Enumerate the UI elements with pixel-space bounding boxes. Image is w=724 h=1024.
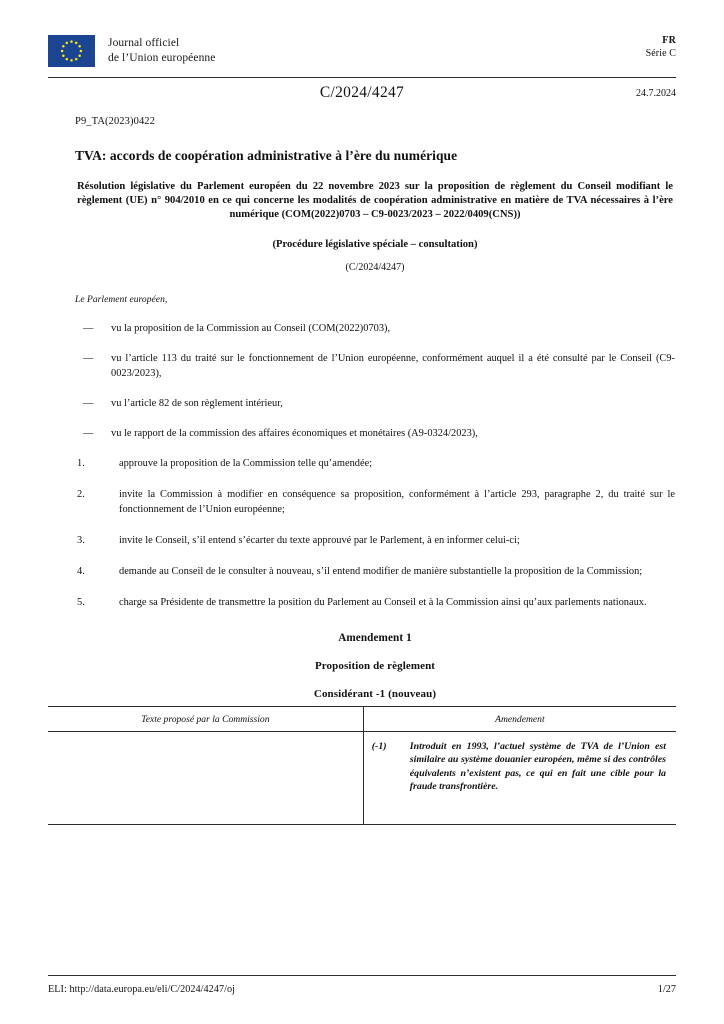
- paragraph-text: approuve la proposition de la Commission telle qu’amendée;: [119, 457, 373, 469]
- table-header: [48, 707, 676, 732]
- dash-marker: —: [83, 352, 94, 364]
- procedure-label: (Procédure législative spéciale – consultation): [272, 238, 478, 250]
- amendment-table-container: [48, 706, 676, 825]
- document-id: C/2024/4247: [319, 84, 405, 101]
- series-label: Série C: [645, 47, 676, 59]
- paragraph-number: 4.: [77, 565, 85, 577]
- amendment-table: [48, 706, 676, 825]
- paragraph-number: 2.: [77, 488, 85, 500]
- document-subtitle: Résolution législative du Parlement européen du 22 novembre 2023 sur la proposition de règlement du Conseil modifiant le règlement (UE) n° 904/2010 en ce qui concerne les modalités de coopération administrative en matière de TVA nécessaires à l’ère numérique (COM(2022)0703 – C9-0023/2023 – 2022/0409(CNS)): [77, 181, 673, 221]
- operative-paragraphs: [75, 456, 675, 610]
- list-item: [75, 533, 675, 548]
- paragraph-text: charge sa Présidente de transmettre la position du Parlement au Conseil et à la Commission ainsi qu’aux parlements nationaux.: [119, 596, 647, 608]
- amendment-body-text: Introduit en 1993, l’actuel système de TVA de l’Union est similaire au système douanier européen, même si des contrôles équivalents n’existent pas, ce qui en fait une cible pour la fraude transfrontière.: [409, 741, 666, 793]
- amendment-heading: Amendement 1: [338, 631, 412, 644]
- column-header-amendment: Amendement: [363, 707, 676, 732]
- list-item: [75, 321, 675, 336]
- page-footer: [48, 984, 676, 1002]
- paragraph-number: 1.: [77, 457, 85, 469]
- dash-marker: —: [83, 427, 94, 439]
- amendment-text-cell: [363, 732, 676, 825]
- dash-marker: —: [83, 322, 94, 334]
- masthead: [48, 34, 676, 76]
- paragraph-text: invite le Conseil, s’il entend s’écarter du texte approuvé par le Parlement, à en informer celui-ci;: [119, 534, 520, 546]
- language-code: FR: [662, 35, 676, 46]
- list-item: [75, 426, 675, 441]
- amendment-item-label: Considérant -1 (nouveau): [313, 687, 437, 700]
- masthead-branding: [48, 34, 215, 67]
- masthead-meta: [646, 35, 676, 60]
- document-id-row: [48, 84, 676, 106]
- table-body: [48, 732, 676, 825]
- amendment-headings: [75, 632, 675, 700]
- citation-text: vu l’article 82 de son règlement intérieur,: [111, 397, 283, 409]
- list-item: [75, 595, 675, 610]
- list-item: [75, 564, 675, 579]
- citation-text: vu l’article 113 du traité sur le fonctionnement de l’Union européenne, conformément auquel il a été consulté par le Conseil (C9-0023/2023),: [111, 352, 675, 379]
- citations-list: [75, 321, 675, 441]
- dash-marker: —: [83, 397, 94, 409]
- paragraph-text: demande au Conseil de le consulter à nouveau, s’il entend modifier de manière substantielle la proposition de la Commission;: [119, 565, 643, 577]
- paragraph-number: 3.: [77, 534, 85, 546]
- amendment-subheading: Proposition de règlement: [314, 659, 436, 672]
- eu-flag-icon: [48, 35, 95, 67]
- journal-title: [108, 34, 215, 65]
- paragraph-text: invite la Commission à modifier en conséquence sa proposition, conformément à l’article 293, paragraphe 2, du traité sur le fonctionnement de l’Union européenne;: [119, 488, 675, 515]
- list-item: [75, 351, 675, 381]
- masthead-divider: [48, 77, 676, 78]
- page-title: TVA: accords de coopération administrative à l’ère du numérique: [75, 148, 458, 163]
- footer-divider: [48, 975, 676, 976]
- eli-link[interactable]: ELI: http://data.europa.eu/eli/C/2024/4247/oj: [48, 984, 236, 995]
- citation-text: vu la proposition de la Commission au Conseil (COM(2022)0703),: [111, 322, 391, 334]
- page-number: 1/27: [657, 984, 676, 995]
- list-item: [75, 487, 675, 517]
- column-header-commission: Texte proposé par la Commission: [48, 707, 363, 732]
- lead-in-text: Le Parlement européen,: [75, 294, 168, 305]
- paragraph-number: 5.: [77, 596, 85, 608]
- journal-title-line2: de l’Union européenne: [108, 51, 216, 64]
- amendment-cell-content: [370, 740, 670, 794]
- commission-text-cell: [48, 732, 363, 825]
- oj-reference: (C/2024/4247): [345, 261, 405, 273]
- citation-text: vu le rapport de la commission des affaires économiques et monétaires (A9-0324/2023),: [111, 427, 478, 439]
- amendment-marker: (-1): [371, 741, 387, 752]
- list-item: [75, 396, 675, 411]
- table-header-row: [48, 707, 676, 732]
- list-item: [75, 456, 675, 471]
- publication-date: 24.7.2024: [636, 88, 676, 99]
- document-body: [75, 116, 675, 716]
- table-row: [48, 732, 676, 825]
- journal-title-line1: Journal officiel: [108, 37, 180, 49]
- ta-reference: P9_TA(2023)0422: [75, 116, 155, 127]
